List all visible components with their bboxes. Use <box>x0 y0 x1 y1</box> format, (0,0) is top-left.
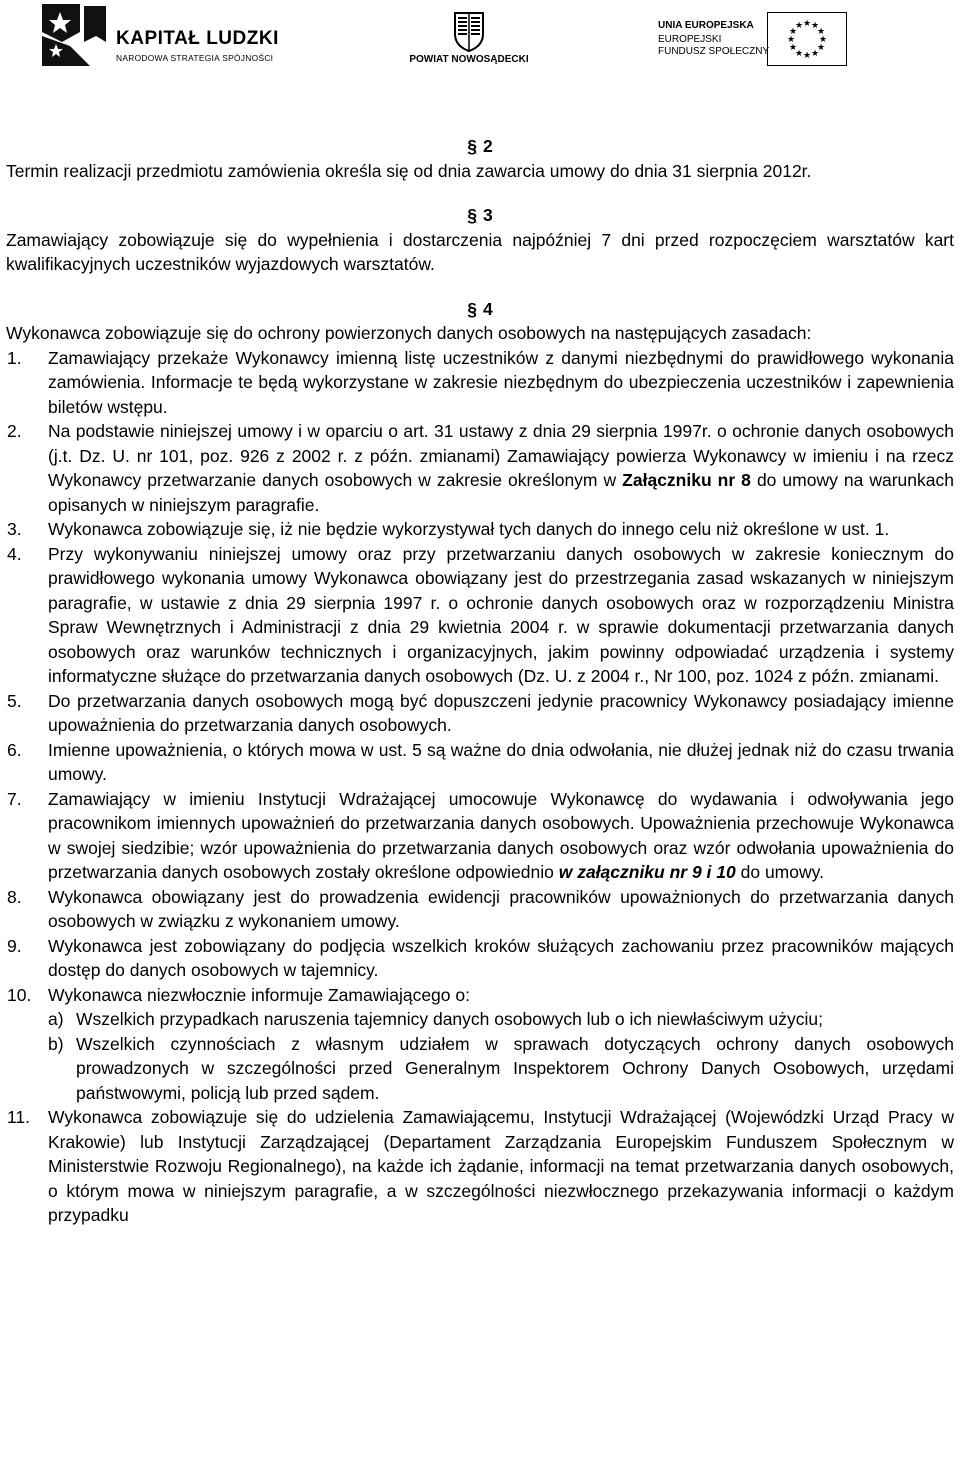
section-heading-4: § 4 <box>467 298 493 319</box>
svg-text:★: ★ <box>816 27 826 37</box>
kl-subtitle: NARODOWA STRATEGIA SPÓJNOŚCI <box>116 53 274 63</box>
list-item: 4. Przy wykonywaniu niniejszej umowy oraz przy przetwarzaniu danych osobowych w zakresie koniecznym do prawidłowego wykonania umowy Wykonawca obowiązany jest do przestrzegania zasad wskazanych w niniejszym paragrafie, w ustawie z dnia 29 sierpnia 1997 r. o ochronie danych osobowych oraz w rozporządzeniu Ministra Spraw Wewnętrznych i Administracji z dnia 29 kwietnia 2004 r. w sprawie dokumentacji przetwarzania danych osobowych oraz warunków technicznych i organizacyjnych, jakim powinny odpowiadać urządzenia i systemy informatyczne służące do przetwarzania danych osobowych (Dz. U. z 2004 r., Nr 100, poz. 1024 z późn. zmianami. <box>7 543 954 686</box>
svg-text:★: ★ <box>794 21 804 31</box>
list-item: 5. Do przetwarzania danych osobowych mogą być dopuszczeni jedynie pracownicy Wykonawcy posiadający imienne upoważnienia do przetwarzania danych osobowych. <box>7 690 954 735</box>
kapital-ludzki-emblem-icon <box>40 2 110 68</box>
svg-text:★: ★ <box>810 21 820 31</box>
eu-line2: EUROPEJSKI <box>658 34 722 45</box>
list-item: 11. Wykonawca zobowiązuje się do udzielenia Zamawiającemu, Instytucji Wdrażającej (Wojewódzki Urząd Pracy w Krakowie) lub Instytucji Zarządzającej (Departament Zarządzania Europejskim Funduszem Społecznym w Ministerstwie Rozwoju Regionalnego), na każde ich żądanie, informacji na temat przetwarzania danych osobowych, o którym mowa w niniejszym paragrafie, a w szczególności niezwłocznego przekazywania informacji o każdym przypadku <box>7 1107 954 1225</box>
svg-text:★: ★ <box>794 49 804 59</box>
page-header <box>0 0 960 80</box>
coat-of-arms-icon <box>454 12 484 52</box>
eu-line3: FUNDUSZ SPOŁECZNY <box>658 46 770 57</box>
svg-text:★: ★ <box>802 51 812 61</box>
section-heading-3: § 3 <box>467 205 493 225</box>
section-3-text: Zamawiający zobowiązuje się do wypełnienia i dostarczenia najpóźniej 7 dni przed rozpoczęciem warsztatów kart kwalifikacyjnych uczestników wyjazdowych warsztatów. <box>6 229 954 274</box>
svg-text:★: ★ <box>818 35 828 45</box>
list-item: 2. Na podstawie niniejszej umowy i w oparciu o art. 31 ustawy z dnia 29 sierpnia 1997r. o ochronie danych osobowych (j.t. Dz. U. nr 101, poz. 926 z 2002 r. z późn. zmianami) Zamawiający powierza Wykonawcy w imieniu i na rzecz Wykonawcy przetwarzanie danych osobowych w zakresie określonym w Załączniku nr 8 do umowy na warunkach opisanych w niniejszym paragrafie. <box>7 421 954 515</box>
eu-line1: UNIA EUROPEJSKA <box>658 20 754 31</box>
svg-text:★: ★ <box>802 19 812 29</box>
sub-list-item: b) Wszelkich czynnościach z własnym udziałem w sprawach dotyczących ochrony danych osobowych prowadzonych w szczególności przed Generalnym Inspektorem Ochrony Danych Osobowych, urzędami państwowymi, policją lub przed sądem. <box>48 1033 954 1103</box>
section-4-intro: Wykonawca zobowiązuje się do ochrony powierzonych danych osobowych na następujących zasadach: <box>6 323 812 343</box>
svg-text:★: ★ <box>786 35 796 45</box>
list-item: 1. Zamawiający przekaże Wykonawcy imienną listę uczestników z danymi niezbędnymi do prawidłowego wykonania zamówienia. Informacje te będą wykorzystane w zakresie niezbędnym do ubezpieczenia uczestników i zapewnienia biletów wstępu. <box>7 347 954 417</box>
list-item: 3. Wykonawca zobowiązuje się, iż nie będzie wykorzystywał tych danych do innego celu niż określone w ust. 1. <box>7 519 890 539</box>
eu-logo <box>652 12 842 68</box>
list-item: 8. Wykonawca obowiązany jest do prowadzenia ewidencji pracowników upoważnionych do przetwarzania danych osobowych w związku z wykonaniem umowy. <box>7 886 954 931</box>
kl-title: KAPITAŁ LUDZKI <box>116 28 279 49</box>
svg-text:★: ★ <box>788 27 798 37</box>
eu-flag-icon <box>767 12 847 66</box>
sub-list-item: a) Wszelkich przypadkach naruszenia tajemnicy danych osobowych lub o ich niewłaściwym użyciu; <box>48 1009 823 1029</box>
list-item: 7. Zamawiający w imieniu Instytucji Wdrażającej umocowuje Wykonawcę do wydawania i odwoływania jego pracownikom imiennych upoważnień do przetwarzania danych osobowych. Upoważnienia przechowuje Wykonawca w swojej siedzibie; wzór upoważnienia do przetwarzania danych osobowych oraz wzór odwołania upoważnienia do przetwarzania danych osobowych zostały określone odpowiednio w załączniku nr 9 i 10 do umowy. <box>7 788 954 882</box>
list-item: 10. Wykonawca niezwłocznie informuje Zamawiającego o: <box>7 984 470 1005</box>
section-heading-2: § 2 <box>467 136 493 156</box>
document-body <box>0 134 960 1228</box>
svg-text:★: ★ <box>810 49 820 59</box>
powiat-title: POWIAT NOWOSĄDECKI <box>409 54 529 65</box>
powiat-logo <box>408 12 530 70</box>
kapital-ludzki-logo <box>40 2 290 68</box>
section-2-text: Termin realizacji przedmiotu zamówienia określa się od dnia zawarcia umowy do dnia 31 sierpnia 2012r. <box>6 160 812 181</box>
list-item: 9. Wykonawca jest zobowiązany do podjęcia wszelkich kroków służących zachowaniu przez pracowników mających dostęp do danych osobowych w tajemnicy. <box>7 935 954 980</box>
svg-text:★: ★ <box>788 43 798 53</box>
svg-text:★: ★ <box>816 43 826 53</box>
list-item: 6. Imienne upoważnienia, o których mowa w ust. 5 są ważne do dnia odwołania, nie dłużej jednak niż do czasu trwania umowy. <box>7 739 954 784</box>
